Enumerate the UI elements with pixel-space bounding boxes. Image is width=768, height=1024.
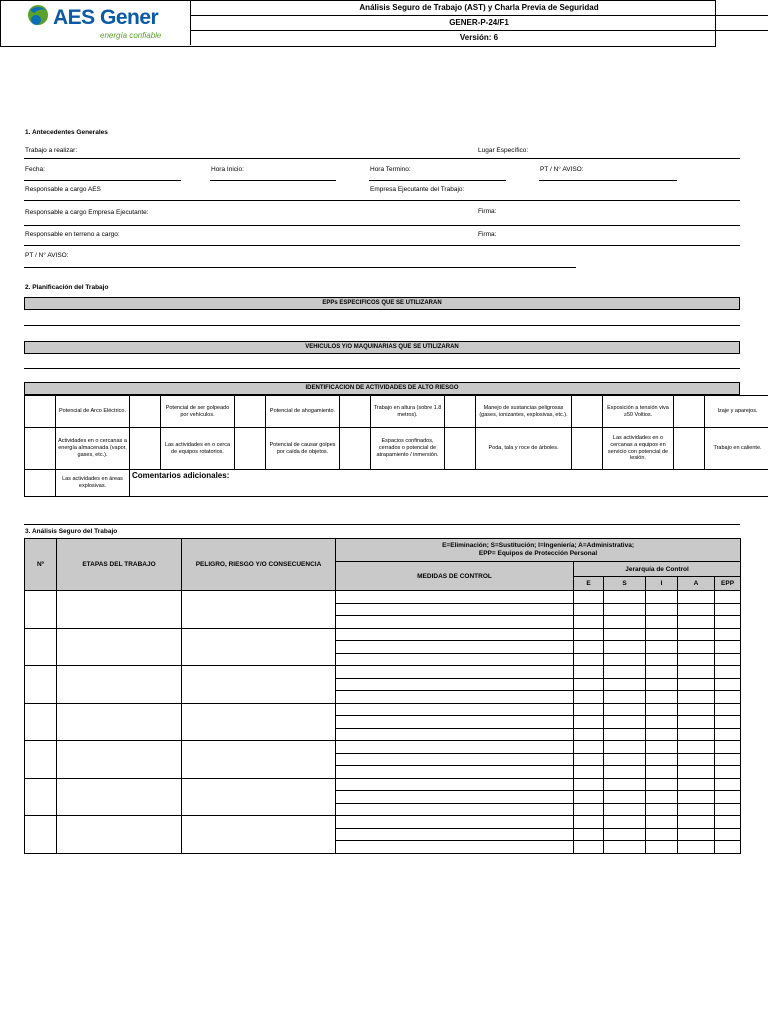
- form-version: Versión: 6: [459, 33, 499, 42]
- ast-a-cell[interactable]: [678, 678, 715, 691]
- ast-etapa-cell[interactable]: [57, 628, 182, 666]
- ast-a-cell[interactable]: [678, 753, 715, 766]
- risk-item: Espacios confinados, cerrados o potencial de atrapamiento / inmersión.: [371, 428, 445, 470]
- ast-a-cell[interactable]: [678, 616, 715, 629]
- ast-medida-cell[interactable]: [336, 703, 574, 716]
- ast-medida-cell[interactable]: [336, 691, 574, 704]
- logo-tagline: energía confiable: [100, 31, 162, 40]
- ast-i-cell[interactable]: [646, 791, 678, 804]
- ast-e-cell[interactable]: [574, 803, 604, 816]
- riesgo-bar: IDENTIFICACION DE ACTIVIDADES DE ALTO RIESGO: [24, 382, 740, 395]
- pt-aviso-line-2[interactable]: [24, 267, 576, 268]
- trabajo-line[interactable]: [24, 158, 740, 159]
- risk-checkbox[interactable]: [25, 470, 56, 497]
- ast-peligro-cell[interactable]: [182, 628, 336, 666]
- ast-medida-cell[interactable]: [336, 828, 574, 841]
- ast-a-cell[interactable]: [678, 591, 715, 604]
- lugar-label: Lugar Específico:: [478, 147, 529, 154]
- ast-s-cell[interactable]: [604, 591, 646, 604]
- risk-item: Trabajo en altura (sobre 1.8 metros).: [371, 396, 445, 428]
- ast-epp-cell[interactable]: [715, 641, 741, 654]
- ast-medida-cell[interactable]: [336, 653, 574, 666]
- trabajo-label: Trabajo a realizar:: [25, 147, 78, 154]
- ast-i-cell[interactable]: [646, 603, 678, 616]
- ast-a-cell[interactable]: [678, 778, 715, 791]
- col-n: Nº: [25, 539, 57, 591]
- ast-i-cell[interactable]: [646, 716, 678, 729]
- ast-e-cell[interactable]: [574, 778, 604, 791]
- form-code: GENER-P-24/F1: [190, 15, 768, 31]
- risk-checkbox[interactable]: [340, 428, 371, 470]
- section1-title: 1. Antecedentes Generales: [25, 129, 108, 136]
- ast-a-cell[interactable]: [678, 628, 715, 641]
- col-jerarquia: Jerarquía de Control: [574, 562, 741, 577]
- ast-i-cell[interactable]: [646, 666, 678, 679]
- risk-item: Manejo de sustancias peligrosas (gases, ionizantes, explosivas, etc.).: [476, 396, 572, 428]
- ast-e-cell[interactable]: [574, 716, 604, 729]
- section3-title: 3. Análisis Seguro del Trabajo: [25, 528, 118, 535]
- ast-medida-cell[interactable]: [336, 591, 574, 604]
- ast-n-cell[interactable]: [25, 591, 57, 629]
- ast-etapa-cell[interactable]: [57, 666, 182, 704]
- ast-s-cell[interactable]: [604, 691, 646, 704]
- risk-checkbox[interactable]: [674, 396, 705, 428]
- risk-checkbox[interactable]: [340, 396, 371, 428]
- ast-peligro-cell[interactable]: [182, 778, 336, 816]
- risk-checkbox[interactable]: [235, 396, 266, 428]
- ast-etapa-cell[interactable]: [57, 741, 182, 779]
- risk-checkbox[interactable]: [445, 396, 476, 428]
- ast-epp-cell[interactable]: [715, 603, 741, 616]
- ast-row: [25, 628, 741, 641]
- ast-etapa-cell[interactable]: [57, 703, 182, 741]
- ast-epp-cell[interactable]: [715, 716, 741, 729]
- ast-s-cell[interactable]: [604, 828, 646, 841]
- ast-s-cell[interactable]: [604, 716, 646, 729]
- col-epp: EPP: [715, 577, 741, 591]
- risk-item: Trabajo en caliente.: [705, 428, 768, 470]
- ast-epp-cell[interactable]: [715, 828, 741, 841]
- ast-e-cell[interactable]: [574, 766, 604, 779]
- ast-i-cell[interactable]: [646, 841, 678, 854]
- ast-a-cell[interactable]: [678, 803, 715, 816]
- resp-terreno-line[interactable]: [24, 245, 740, 246]
- col-s: S: [604, 577, 646, 591]
- ast-epp-cell[interactable]: [715, 628, 741, 641]
- ast-etapa-cell[interactable]: [57, 778, 182, 816]
- ast-medida-cell[interactable]: [336, 716, 574, 729]
- pt-aviso-label-2: PT / N° AVISO:: [25, 252, 69, 259]
- ast-epp-cell[interactable]: [715, 653, 741, 666]
- ast-medida-cell[interactable]: [336, 816, 574, 829]
- ast-epp-cell[interactable]: [715, 778, 741, 791]
- ast-a-cell[interactable]: [678, 666, 715, 679]
- epps-bar: EPPs ESPECIFICOS QUE SE UTILIZARAN: [24, 297, 740, 310]
- ast-medida-cell[interactable]: [336, 841, 574, 854]
- ast-epp-cell[interactable]: [715, 666, 741, 679]
- risk-checkbox[interactable]: [235, 428, 266, 470]
- ast-e-cell[interactable]: [574, 691, 604, 704]
- ast-a-cell[interactable]: [678, 641, 715, 654]
- risk-item: Potencial de ahogamiento.: [266, 396, 340, 428]
- ast-e-cell[interactable]: [574, 666, 604, 679]
- ast-e-cell[interactable]: [574, 753, 604, 766]
- high-risk-table: [24, 395, 768, 497]
- ast-i-cell[interactable]: [646, 778, 678, 791]
- ast-s-cell[interactable]: [604, 803, 646, 816]
- ast-medida-cell[interactable]: [336, 803, 574, 816]
- ast-s-cell[interactable]: [604, 603, 646, 616]
- ast-row: [25, 816, 741, 829]
- ast-epp-cell[interactable]: [715, 728, 741, 741]
- ast-a-cell[interactable]: [678, 691, 715, 704]
- col-e: E: [574, 577, 604, 591]
- ast-a-cell[interactable]: [678, 603, 715, 616]
- ast-medida-cell[interactable]: [336, 728, 574, 741]
- ast-a-cell[interactable]: [678, 741, 715, 754]
- risk-item: Las actividades en áreas explosivas.: [56, 470, 130, 497]
- ast-e-cell[interactable]: [574, 641, 604, 654]
- ast-i-cell[interactable]: [646, 728, 678, 741]
- section2-title: 2. Planificación del Trabajo: [25, 284, 109, 291]
- pt-aviso-line[interactable]: [539, 180, 677, 181]
- ast-epp-cell[interactable]: [715, 766, 741, 779]
- ast-e-cell[interactable]: [574, 678, 604, 691]
- risk-checkbox[interactable]: [572, 396, 603, 428]
- ast-epp-cell[interactable]: [715, 591, 741, 604]
- col-medidas: MEDIDAS DE CONTROL: [336, 562, 574, 591]
- col-peligro: PELIGRO, RIESGO Y/O CONSECUENCIA: [182, 539, 336, 591]
- ast-medida-cell[interactable]: [336, 753, 574, 766]
- ast-medida-cell[interactable]: [336, 616, 574, 629]
- col-a: A: [678, 577, 715, 591]
- risk-row-3: [25, 470, 768, 497]
- ast-etapa-cell[interactable]: [57, 816, 182, 854]
- ast-medida-cell[interactable]: [336, 641, 574, 654]
- fecha-label: Fecha:: [25, 166, 45, 173]
- ast-epp-cell[interactable]: [715, 703, 741, 716]
- ast-a-cell[interactable]: [678, 841, 715, 854]
- resp-aes-label: Responsable a cargo AES: [25, 186, 101, 193]
- hora-inicio-label: Hora Inicio:: [211, 166, 244, 173]
- risk-checkbox[interactable]: [572, 428, 603, 470]
- ast-table: [24, 538, 741, 854]
- ast-a-cell[interactable]: [678, 816, 715, 829]
- ast-s-cell[interactable]: [604, 741, 646, 754]
- ast-a-cell[interactable]: [678, 703, 715, 716]
- ast-s-cell[interactable]: [604, 816, 646, 829]
- risk-checkbox[interactable]: [25, 428, 56, 470]
- ast-n-cell[interactable]: [25, 741, 57, 779]
- risk-checkbox[interactable]: [130, 396, 161, 428]
- ast-row: [25, 741, 741, 754]
- ast-medida-cell[interactable]: [336, 791, 574, 804]
- risk-item: Poda, tala y roce de árboles.: [476, 428, 572, 470]
- ast-s-cell[interactable]: [604, 778, 646, 791]
- ast-row: [25, 666, 741, 679]
- ast-s-cell[interactable]: [604, 791, 646, 804]
- ast-epp-cell[interactable]: [715, 803, 741, 816]
- ast-epp-cell[interactable]: [715, 616, 741, 629]
- ast-medida-cell[interactable]: [336, 766, 574, 779]
- ast-i-cell[interactable]: [646, 741, 678, 754]
- ast-medida-cell[interactable]: [336, 603, 574, 616]
- risk-checkbox[interactable]: [25, 396, 56, 428]
- document-header: [0, 0, 716, 47]
- ast-medida-cell[interactable]: [336, 741, 574, 754]
- risk-row-1: [25, 396, 768, 428]
- ast-e-cell[interactable]: [574, 616, 604, 629]
- ast-a-cell[interactable]: [678, 653, 715, 666]
- ast-n-cell[interactable]: [25, 778, 57, 816]
- risk-row-2: [25, 428, 768, 470]
- ast-n-cell[interactable]: [25, 703, 57, 741]
- ast-a-cell[interactable]: [678, 791, 715, 804]
- ast-medida-cell[interactable]: [336, 666, 574, 679]
- pt-aviso-label: PT / N° AVISO:: [540, 166, 584, 173]
- col-i: I: [646, 577, 678, 591]
- col-etapas: ETAPAS DEL TRABAJO: [57, 539, 182, 591]
- ast-peligro-cell[interactable]: [182, 703, 336, 741]
- resp-empresa-line[interactable]: [24, 225, 740, 226]
- ast-epp-cell[interactable]: [715, 741, 741, 754]
- ast-a-cell[interactable]: [678, 828, 715, 841]
- ast-n-cell[interactable]: [25, 628, 57, 666]
- risk-item: Exposición a tensión viva ≥50 Voltios.: [603, 396, 674, 428]
- ast-epp-cell[interactable]: [715, 816, 741, 829]
- legend-line-1: E=Eliminación; S=Sustitución; I=Ingeniería; A=Administrativa;: [442, 541, 634, 549]
- ast-i-cell[interactable]: [646, 691, 678, 704]
- resp-aes-line[interactable]: [24, 200, 740, 201]
- ast-epp-cell[interactable]: [715, 791, 741, 804]
- vehiculos-line[interactable]: [24, 368, 740, 369]
- ast-row: [25, 778, 741, 791]
- risk-item: Potencial de causar golpes por caída de objetos.: [266, 428, 340, 470]
- ast-i-cell[interactable]: [646, 641, 678, 654]
- risk-checkbox[interactable]: [445, 428, 476, 470]
- ast-i-cell[interactable]: [646, 828, 678, 841]
- ast-s-cell[interactable]: [604, 628, 646, 641]
- ast-e-cell[interactable]: [574, 628, 604, 641]
- ast-i-cell[interactable]: [646, 591, 678, 604]
- ast-peligro-cell[interactable]: [182, 591, 336, 629]
- ast-a-cell[interactable]: [678, 766, 715, 779]
- section-divider: [24, 524, 740, 525]
- form-title: Análisis Seguro de Trabajo (AST) y Charla Previa de Seguridad: [190, 0, 768, 16]
- risk-checkbox[interactable]: [130, 428, 161, 470]
- risk-item: Izaje y aparejos.: [705, 396, 768, 428]
- firma-label-1: Firma:: [478, 208, 497, 215]
- ast-i-cell[interactable]: [646, 678, 678, 691]
- ast-s-cell[interactable]: [604, 641, 646, 654]
- ast-s-cell[interactable]: [604, 766, 646, 779]
- ast-s-cell[interactable]: [604, 841, 646, 854]
- ast-i-cell[interactable]: [646, 628, 678, 641]
- ast-i-cell[interactable]: [646, 766, 678, 779]
- ast-i-cell[interactable]: [646, 616, 678, 629]
- ast-e-cell[interactable]: [574, 791, 604, 804]
- ast-e-cell[interactable]: [574, 816, 604, 829]
- resp-terreno-label: Responsable en terreno a cargo:: [25, 231, 120, 238]
- ast-n-cell[interactable]: [25, 666, 57, 704]
- ast-i-cell[interactable]: [646, 816, 678, 829]
- ast-i-cell[interactable]: [646, 803, 678, 816]
- risk-item: Las actividades en o cercanas a equipos en servicio con potencial de lesión.: [603, 428, 674, 470]
- vehiculos-bar: VEHICULOS Y/O MAQUINARIAS QUE SE UTILIZARAN: [24, 341, 740, 354]
- ast-medida-cell[interactable]: [336, 678, 574, 691]
- ast-i-cell[interactable]: [646, 753, 678, 766]
- empresa-label: Empresa Ejecutante del Trabajo:: [370, 186, 465, 193]
- hora-inicio-line[interactable]: [210, 180, 336, 181]
- ast-epp-cell[interactable]: [715, 691, 741, 704]
- risk-item: Potencial de ser golpeado por vehículos.: [161, 396, 235, 428]
- ast-a-cell[interactable]: [678, 716, 715, 729]
- ast-peligro-cell[interactable]: [182, 816, 336, 854]
- legend-line-2: EPP= Equipos de Protección Personal: [478, 550, 598, 557]
- control-legend: [336, 539, 741, 562]
- ast-e-cell[interactable]: [574, 828, 604, 841]
- ast-medida-cell[interactable]: [336, 778, 574, 791]
- logo-name: AES Gener: [53, 6, 159, 29]
- ast-epp-cell[interactable]: [715, 753, 741, 766]
- firma-label-2: Firma:: [478, 231, 497, 238]
- ast-s-cell[interactable]: [604, 666, 646, 679]
- ast-e-cell[interactable]: [574, 653, 604, 666]
- hora-termino-label: Hora Termino:: [370, 166, 411, 173]
- ast-s-cell[interactable]: [604, 703, 646, 716]
- ast-peligro-cell[interactable]: [182, 741, 336, 779]
- ast-s-cell[interactable]: [604, 616, 646, 629]
- ast-e-cell[interactable]: [574, 603, 604, 616]
- comentarios-label: Comentarios adicionales:: [132, 471, 230, 480]
- ast-e-cell[interactable]: [574, 728, 604, 741]
- ast-epp-cell[interactable]: [715, 841, 741, 854]
- resp-empresa-label: Responsable a cargo Empresa Ejecutante:: [25, 209, 149, 216]
- ast-s-cell[interactable]: [604, 678, 646, 691]
- ast-s-cell[interactable]: [604, 653, 646, 666]
- company-logo: [0, 0, 191, 45]
- ast-a-cell[interactable]: [678, 728, 715, 741]
- ast-s-cell[interactable]: [604, 728, 646, 741]
- ast-etapa-cell[interactable]: [57, 591, 182, 629]
- risk-checkbox[interactable]: [674, 428, 705, 470]
- ast-row: [25, 591, 741, 604]
- ast-e-cell[interactable]: [574, 841, 604, 854]
- ast-medida-cell[interactable]: [336, 628, 574, 641]
- epps-line[interactable]: [24, 325, 740, 326]
- ast-s-cell[interactable]: [604, 753, 646, 766]
- ast-e-cell[interactable]: [574, 591, 604, 604]
- risk-item: Potencial de Arco Eléctrico.: [56, 396, 130, 428]
- ast-i-cell[interactable]: [646, 703, 678, 716]
- risk-item: Las actividades en o cerca de equipos rotatorios.: [161, 428, 235, 470]
- ast-body: [25, 591, 741, 854]
- ast-i-cell[interactable]: [646, 653, 678, 666]
- risk-item: Actividades en o cercanas a energía almacenada (vapor, gases, etc.).: [56, 428, 130, 470]
- ast-row: [25, 703, 741, 716]
- ast-peligro-cell[interactable]: [182, 666, 336, 704]
- ast-e-cell[interactable]: [574, 741, 604, 754]
- ast-epp-cell[interactable]: [715, 678, 741, 691]
- fecha-line[interactable]: [24, 180, 181, 181]
- comentarios-field[interactable]: [130, 470, 768, 497]
- ast-n-cell[interactable]: [25, 816, 57, 854]
- ast-e-cell[interactable]: [574, 703, 604, 716]
- hora-termino-line[interactable]: [369, 180, 506, 181]
